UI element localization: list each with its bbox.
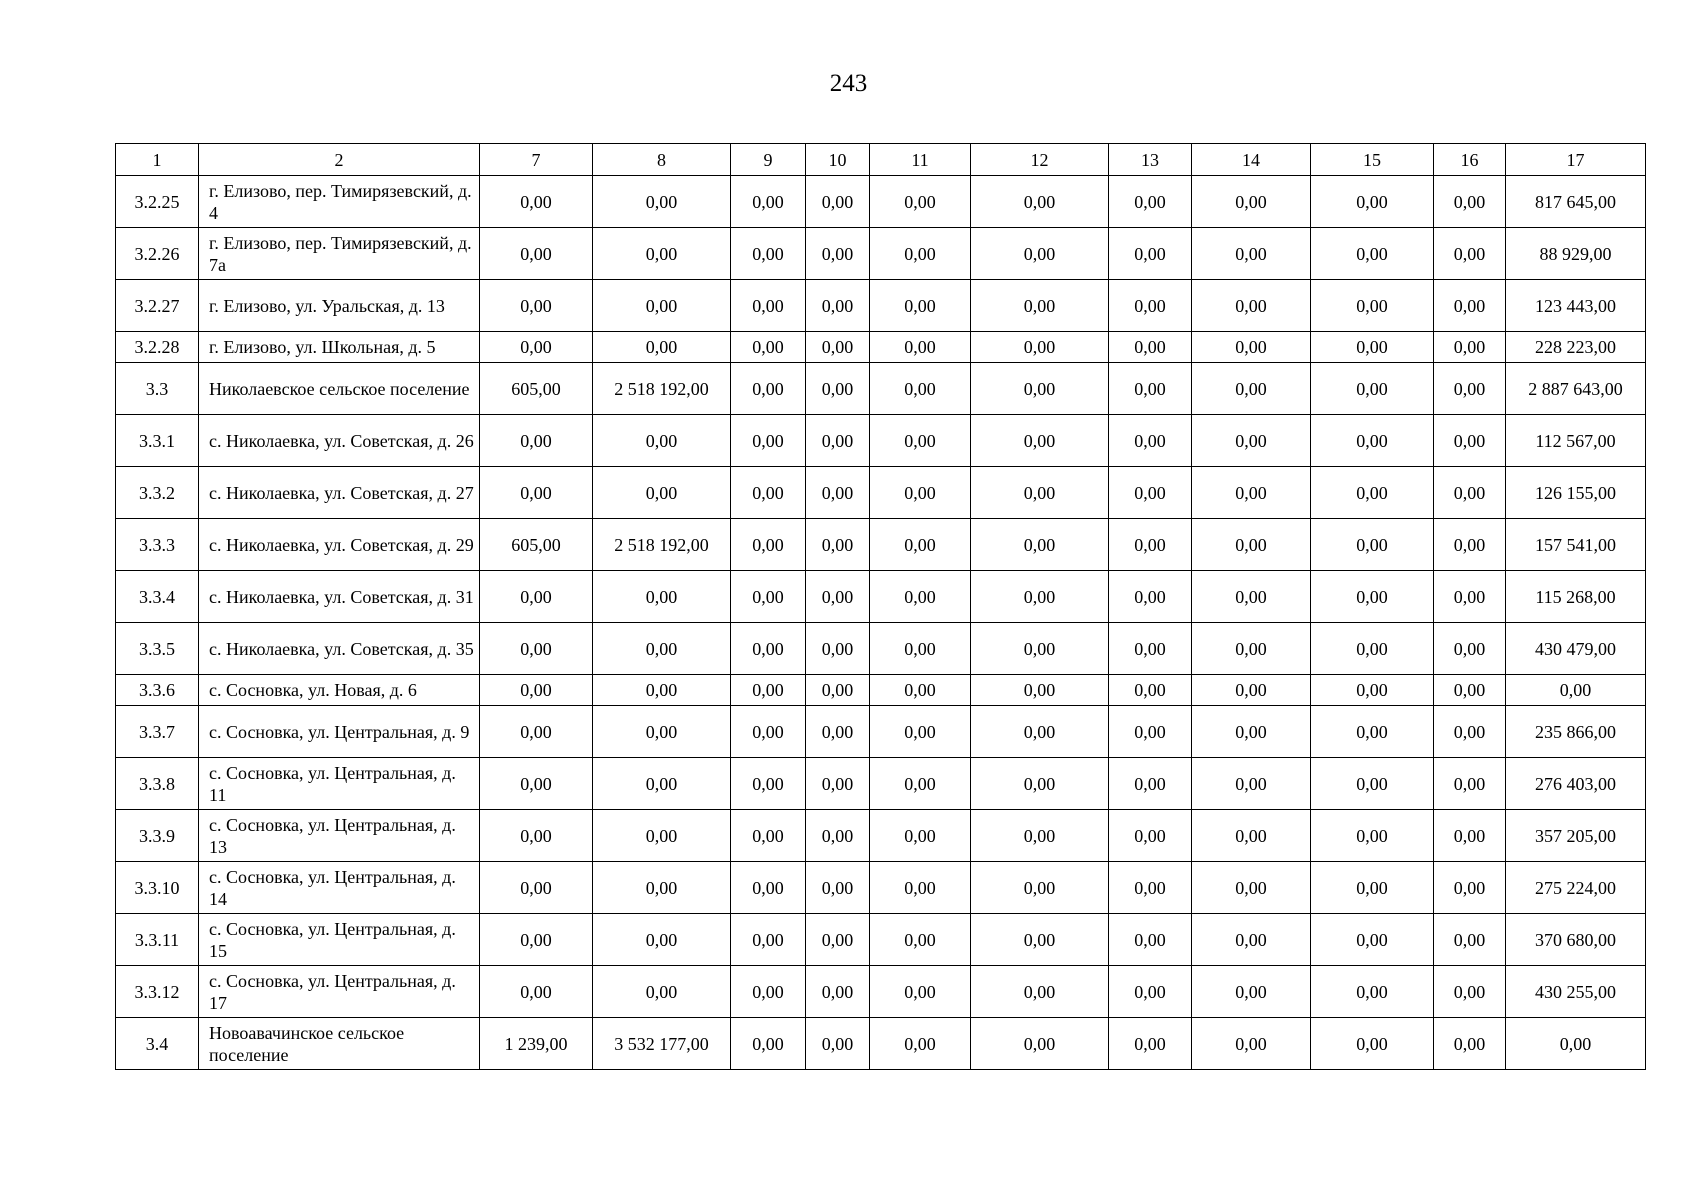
value-cell: 0,00 [1109,1018,1192,1070]
value-cell: 0,00 [1192,280,1311,332]
address-cell: г. Елизово, пер. Тимирязевский, д. 4 [199,176,480,228]
value-cell: 0,00 [971,623,1109,675]
value-cell: 0,00 [1311,467,1434,519]
value-cell: 0,00 [806,914,870,966]
row-number-cell: 3.2.28 [116,332,199,363]
value-cell: 0,00 [480,415,593,467]
value-cell: 0,00 [1109,862,1192,914]
value-cell: 0,00 [1311,810,1434,862]
value-cell: 0,00 [1311,966,1434,1018]
address-cell: с. Сосновка, ул. Центральная, д. 14 [199,862,480,914]
value-cell: 0,00 [1192,1018,1311,1070]
value-cell: 0,00 [1311,176,1434,228]
row-number-cell: 3.4 [116,1018,199,1070]
value-cell: 0,00 [480,758,593,810]
value-cell: 0,00 [1109,332,1192,363]
value-cell: 0,00 [1311,228,1434,280]
value-cell: 0,00 [1434,1018,1506,1070]
address-cell: с. Сосновка, ул. Центральная, д. 13 [199,810,480,862]
row-number-cell: 3.3.8 [116,758,199,810]
value-cell: 0,00 [1311,675,1434,706]
value-cell: 0,00 [806,675,870,706]
value-cell: 0,00 [971,571,1109,623]
value-cell: 0,00 [806,571,870,623]
value-cell: 0,00 [870,228,971,280]
value-cell: 0,00 [1311,519,1434,571]
table-row [116,914,1646,966]
table-row [116,280,1646,332]
table-row [116,675,1646,706]
value-cell: 0,00 [593,758,731,810]
row-number-cell: 3.3.5 [116,623,199,675]
value-cell: 0,00 [1109,966,1192,1018]
row-number-cell: 3.3.7 [116,706,199,758]
address-cell: Николаевское сельское поселение [199,363,480,415]
column-header: 2 [199,144,480,176]
value-cell: 0,00 [971,332,1109,363]
value-cell: 0,00 [1192,571,1311,623]
value-cell: 0,00 [1434,571,1506,623]
value-cell: 0,00 [1192,623,1311,675]
value-cell: 0,00 [971,758,1109,810]
value-cell: 2 518 192,00 [593,363,731,415]
row-number-cell: 3.3.9 [116,810,199,862]
value-cell: 605,00 [480,363,593,415]
value-cell: 0,00 [870,571,971,623]
value-cell: 88 929,00 [1506,228,1646,280]
value-cell: 0,00 [870,415,971,467]
value-cell: 370 680,00 [1506,914,1646,966]
row-number-cell: 3.2.25 [116,176,199,228]
value-cell: 0,00 [870,675,971,706]
value-cell: 0,00 [1109,519,1192,571]
table-row [116,571,1646,623]
value-cell: 0,00 [806,363,870,415]
value-cell: 0,00 [1434,862,1506,914]
value-cell: 228 223,00 [1506,332,1646,363]
value-cell: 0,00 [1109,810,1192,862]
address-cell: с. Николаевка, ул. Советская, д. 27 [199,467,480,519]
value-cell: 0,00 [1434,332,1506,363]
table-row [116,176,1646,228]
value-cell: 0,00 [1192,176,1311,228]
value-cell: 0,00 [1192,675,1311,706]
value-cell: 0,00 [593,332,731,363]
address-cell: с. Сосновка, ул. Центральная, д. 17 [199,966,480,1018]
value-cell: 0,00 [806,415,870,467]
value-cell: 0,00 [1109,623,1192,675]
table-row [116,758,1646,810]
value-cell: 0,00 [480,176,593,228]
value-cell: 0,00 [971,1018,1109,1070]
value-cell: 0,00 [971,228,1109,280]
value-cell: 0,00 [593,706,731,758]
value-cell: 0,00 [1192,467,1311,519]
value-cell: 0,00 [731,519,806,571]
value-cell: 0,00 [1311,571,1434,623]
address-cell: Новоавачинское сельское поселение [199,1018,480,1070]
column-header: 16 [1434,144,1506,176]
table-row [116,467,1646,519]
value-cell: 0,00 [480,706,593,758]
value-cell: 0,00 [1311,862,1434,914]
value-cell: 0,00 [593,415,731,467]
value-cell: 0,00 [1109,914,1192,966]
value-cell: 0,00 [1434,280,1506,332]
value-cell: 0,00 [731,332,806,363]
value-cell: 0,00 [870,758,971,810]
value-cell: 0,00 [731,176,806,228]
value-cell: 0,00 [971,914,1109,966]
value-cell: 0,00 [731,914,806,966]
value-cell: 0,00 [1434,519,1506,571]
value-cell: 0,00 [480,332,593,363]
column-header: 9 [731,144,806,176]
value-cell: 0,00 [971,675,1109,706]
row-number-cell: 3.3.2 [116,467,199,519]
column-header: 8 [593,144,731,176]
address-cell: с. Сосновка, ул. Центральная, д. 11 [199,758,480,810]
value-cell: 0,00 [593,280,731,332]
table-row [116,966,1646,1018]
value-cell: 2 518 192,00 [593,519,731,571]
value-cell: 0,00 [1434,706,1506,758]
value-cell: 0,00 [1109,280,1192,332]
value-cell: 275 224,00 [1506,862,1646,914]
row-number-cell: 3.3.10 [116,862,199,914]
value-cell: 0,00 [971,862,1109,914]
value-cell: 0,00 [1192,810,1311,862]
value-cell: 0,00 [806,810,870,862]
value-cell: 0,00 [731,623,806,675]
address-cell: с. Николаевка, ул. Советская, д. 26 [199,415,480,467]
row-number-cell: 3.3.1 [116,415,199,467]
value-cell: 0,00 [1192,706,1311,758]
value-cell: 605,00 [480,519,593,571]
value-cell: 0,00 [593,467,731,519]
value-cell: 0,00 [806,758,870,810]
value-cell: 3 532 177,00 [593,1018,731,1070]
value-cell: 0,00 [1311,415,1434,467]
column-header: 13 [1109,144,1192,176]
value-cell: 0,00 [480,623,593,675]
value-cell: 0,00 [1311,914,1434,966]
value-cell: 0,00 [971,810,1109,862]
value-cell: 0,00 [731,363,806,415]
value-cell: 0,00 [1311,332,1434,363]
value-cell: 0,00 [480,571,593,623]
value-cell: 0,00 [1192,415,1311,467]
value-cell: 0,00 [1311,706,1434,758]
row-number-cell: 3.3.11 [116,914,199,966]
value-cell: 0,00 [870,706,971,758]
value-cell: 430 255,00 [1506,966,1646,1018]
value-cell: 0,00 [1109,363,1192,415]
address-cell: с. Николаевка, ул. Советская, д. 31 [199,571,480,623]
value-cell: 0,00 [1311,280,1434,332]
value-cell: 0,00 [1109,228,1192,280]
page-number: 243 [829,70,868,97]
value-cell: 0,00 [870,467,971,519]
value-cell: 0,00 [1192,914,1311,966]
value-cell: 0,00 [1434,675,1506,706]
row-number-cell: 3.3.4 [116,571,199,623]
value-cell: 0,00 [1109,758,1192,810]
row-number-cell: 3.3.12 [116,966,199,1018]
value-cell: 0,00 [1109,706,1192,758]
value-cell: 0,00 [806,519,870,571]
value-cell: 0,00 [806,467,870,519]
table-body [116,176,1646,1070]
value-cell: 0,00 [870,280,971,332]
value-cell: 0,00 [731,228,806,280]
value-cell: 0,00 [1192,862,1311,914]
row-number-cell: 3.3.3 [116,519,199,571]
value-cell: 0,00 [1109,675,1192,706]
value-cell: 0,00 [1434,415,1506,467]
data-table [115,143,1646,1070]
table-row [116,810,1646,862]
value-cell: 0,00 [1192,519,1311,571]
value-cell: 0,00 [480,966,593,1018]
value-cell: 0,00 [1109,467,1192,519]
value-cell: 0,00 [593,228,731,280]
value-cell: 0,00 [806,332,870,363]
value-cell: 0,00 [480,810,593,862]
value-cell: 0,00 [1311,363,1434,415]
column-header: 7 [480,144,593,176]
value-cell: 0,00 [870,810,971,862]
value-cell: 0,00 [971,176,1109,228]
value-cell: 0,00 [806,176,870,228]
table-row [116,623,1646,675]
value-cell: 0,00 [806,623,870,675]
value-cell: 0,00 [1434,758,1506,810]
table-row [116,862,1646,914]
value-cell: 0,00 [480,862,593,914]
column-header: 12 [971,144,1109,176]
value-cell: 0,00 [1434,176,1506,228]
value-cell: 0,00 [806,706,870,758]
value-cell: 0,00 [870,623,971,675]
value-cell: 0,00 [593,810,731,862]
value-cell: 0,00 [731,280,806,332]
value-cell: 0,00 [731,467,806,519]
value-cell: 0,00 [1109,176,1192,228]
row-number-cell: 3.2.27 [116,280,199,332]
value-cell: 0,00 [1434,914,1506,966]
value-cell: 112 567,00 [1506,415,1646,467]
table-row [116,706,1646,758]
value-cell: 0,00 [480,280,593,332]
value-cell: 2 887 643,00 [1506,363,1646,415]
table-row [116,363,1646,415]
value-cell: 0,00 [870,332,971,363]
value-cell: 0,00 [1109,415,1192,467]
table-row [116,519,1646,571]
table-row [116,1018,1646,1070]
table-row [116,228,1646,280]
value-cell: 0,00 [480,675,593,706]
value-cell: 123 443,00 [1506,280,1646,332]
column-header: 11 [870,144,971,176]
value-cell: 1 239,00 [480,1018,593,1070]
value-cell: 0,00 [1506,675,1646,706]
value-cell: 0,00 [1311,758,1434,810]
value-cell: 0,00 [806,966,870,1018]
value-cell: 817 645,00 [1506,176,1646,228]
value-cell: 0,00 [480,914,593,966]
value-cell: 0,00 [1434,810,1506,862]
value-cell: 235 866,00 [1506,706,1646,758]
value-cell: 0,00 [1192,228,1311,280]
address-cell: с. Сосновка, ул. Новая, д. 6 [199,675,480,706]
value-cell: 0,00 [870,519,971,571]
table-row [116,332,1646,363]
value-cell: 0,00 [593,675,731,706]
value-cell: 0,00 [731,675,806,706]
column-header: 17 [1506,144,1646,176]
value-cell: 0,00 [593,966,731,1018]
column-header: 1 [116,144,199,176]
value-cell: 0,00 [593,914,731,966]
value-cell: 0,00 [731,415,806,467]
value-cell: 0,00 [731,966,806,1018]
value-cell: 0,00 [1311,1018,1434,1070]
value-cell: 0,00 [1434,363,1506,415]
value-cell: 0,00 [971,280,1109,332]
value-cell: 0,00 [731,758,806,810]
value-cell: 276 403,00 [1506,758,1646,810]
value-cell: 0,00 [870,1018,971,1070]
column-header: 14 [1192,144,1311,176]
value-cell: 126 155,00 [1506,467,1646,519]
address-cell: г. Елизово, ул. Школьная, д. 5 [199,332,480,363]
row-number-cell: 3.3 [116,363,199,415]
value-cell: 0,00 [1192,332,1311,363]
address-cell: г. Елизово, пер. Тимирязевский, д. 7а [199,228,480,280]
value-cell: 0,00 [971,415,1109,467]
row-number-cell: 3.3.6 [116,675,199,706]
value-cell: 0,00 [480,467,593,519]
value-cell: 0,00 [1434,623,1506,675]
value-cell: 357 205,00 [1506,810,1646,862]
value-cell: 0,00 [593,571,731,623]
value-cell: 0,00 [1311,623,1434,675]
value-cell: 0,00 [971,519,1109,571]
address-cell: с. Николаевка, ул. Советская, д. 29 [199,519,480,571]
column-header: 15 [1311,144,1434,176]
value-cell: 0,00 [870,176,971,228]
value-cell: 0,00 [870,966,971,1018]
value-cell: 0,00 [1192,363,1311,415]
value-cell: 0,00 [593,176,731,228]
value-cell: 0,00 [1434,467,1506,519]
value-cell: 0,00 [971,966,1109,1018]
table-header-row [116,144,1646,176]
value-cell: 430 479,00 [1506,623,1646,675]
value-cell: 0,00 [870,363,971,415]
row-number-cell: 3.2.26 [116,228,199,280]
value-cell: 0,00 [1434,228,1506,280]
value-cell: 0,00 [593,623,731,675]
value-cell: 0,00 [1192,758,1311,810]
value-cell: 0,00 [1506,1018,1646,1070]
value-cell: 0,00 [870,862,971,914]
value-cell: 0,00 [731,571,806,623]
address-cell: г. Елизово, ул. Уральская, д. 13 [199,280,480,332]
value-cell: 0,00 [806,280,870,332]
value-cell: 0,00 [731,706,806,758]
value-cell: 0,00 [1109,571,1192,623]
value-cell: 0,00 [1434,966,1506,1018]
value-cell: 115 268,00 [1506,571,1646,623]
value-cell: 0,00 [480,228,593,280]
value-cell: 0,00 [870,914,971,966]
value-cell: 0,00 [971,363,1109,415]
value-cell: 157 541,00 [1506,519,1646,571]
value-cell: 0,00 [806,862,870,914]
table-row [116,415,1646,467]
value-cell: 0,00 [806,1018,870,1070]
address-cell: с. Сосновка, ул. Центральная, д. 9 [199,706,480,758]
value-cell: 0,00 [593,862,731,914]
value-cell: 0,00 [731,810,806,862]
value-cell: 0,00 [1192,966,1311,1018]
value-cell: 0,00 [806,228,870,280]
value-cell: 0,00 [731,862,806,914]
column-header: 10 [806,144,870,176]
value-cell: 0,00 [731,1018,806,1070]
value-cell: 0,00 [971,467,1109,519]
address-cell: с. Николаевка, ул. Советская, д. 35 [199,623,480,675]
value-cell: 0,00 [971,706,1109,758]
address-cell: с. Сосновка, ул. Центральная, д. 15 [199,914,480,966]
